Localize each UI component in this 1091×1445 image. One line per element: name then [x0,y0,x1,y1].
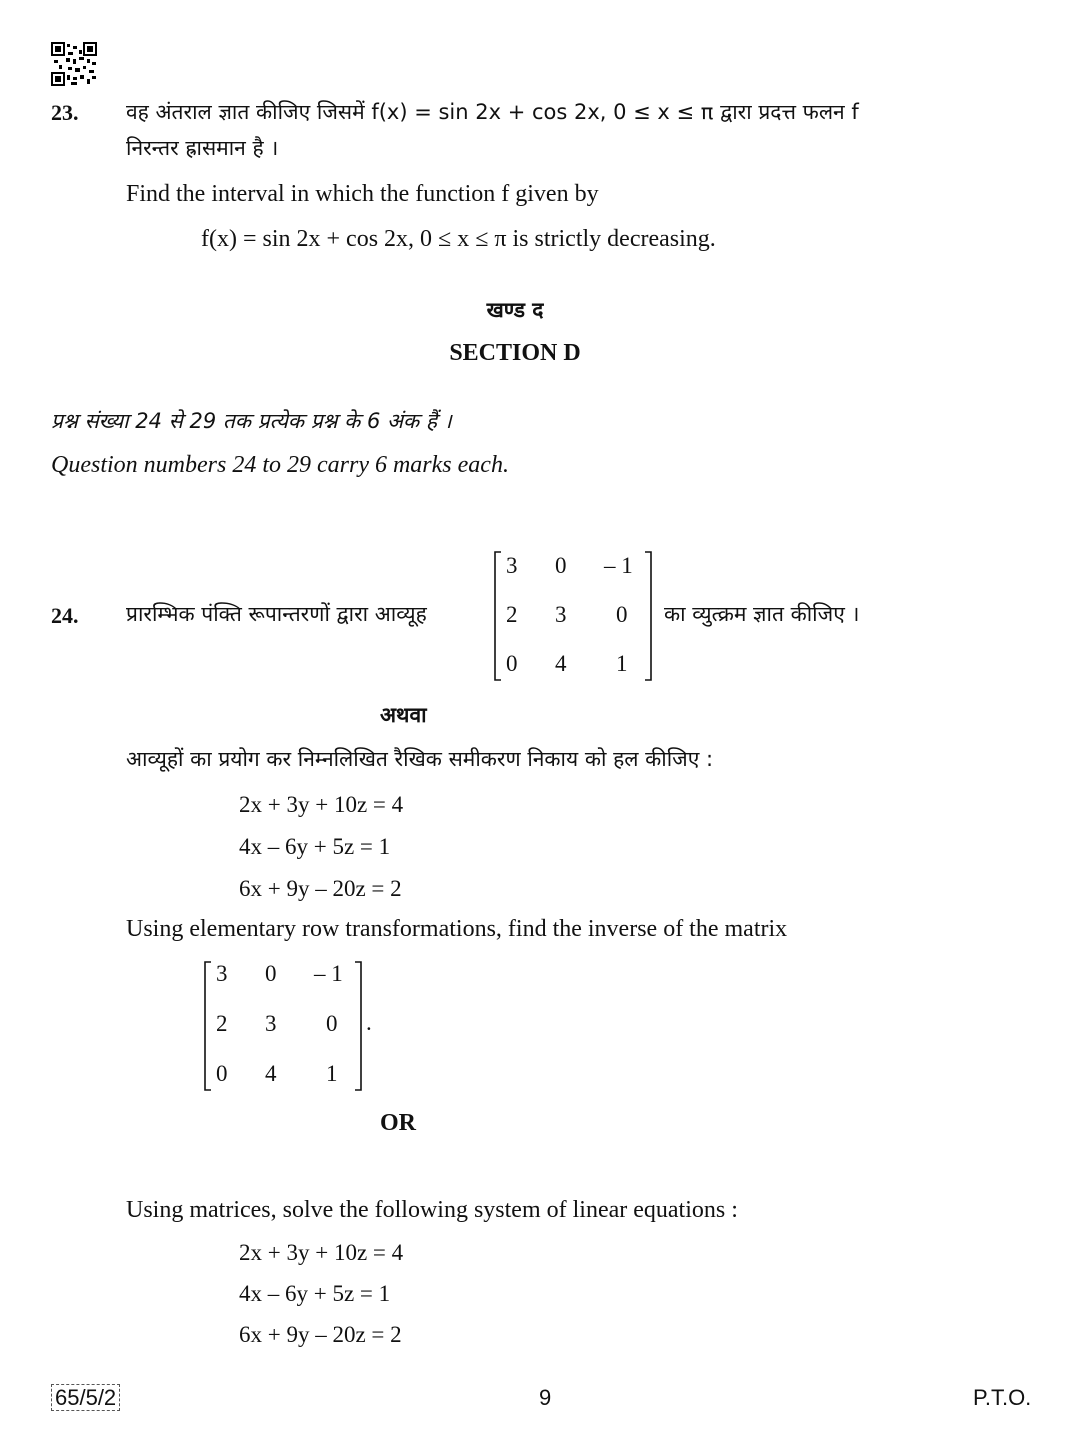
q24-english-or: OR [380,1110,416,1136]
qr-code [51,42,97,86]
section-title-english: SECTION D [449,340,581,366]
matrix-cell: 1 [616,651,628,676]
matrix-cell: 3 [216,961,228,986]
equation: 6x + 9y – 20z = 2 [239,876,402,901]
matrix-cell: – 1 [314,961,343,986]
equation: 4x – 6y + 5z = 1 [239,1281,391,1306]
q24-matrix-english [202,958,364,1094]
matrix-cell: 0 [555,553,567,578]
equation: 4x – 6y + 5z = 1 [239,834,391,859]
matrix-period: . [366,1010,372,1035]
q24-english-main: Using elementary row transformations, find the inverse of the matrix [126,916,788,942]
matrix-cell: 3 [265,1011,277,1036]
q23-english-line1: Find the interval in which the function f given by [126,181,599,207]
matrix-cell: 3 [555,602,567,627]
equation: 2x + 3y + 10z = 4 [239,1240,404,1265]
page-number: 9 [539,1385,552,1410]
matrix-cell: 1 [326,1061,338,1086]
section-title-hindi: खण्ड द [486,298,544,322]
question-number-23: 23. [51,100,79,125]
matrix-cell: 0 [216,1061,228,1086]
matrix-cell: – 1 [604,553,633,578]
matrix-cell: 2 [216,1011,228,1036]
matrix-cell: 4 [265,1061,277,1086]
equation: 6x + 9y – 20z = 2 [239,1322,402,1347]
q23-english-line2: f(x) = sin 2x + cos 2x, 0 ≤ x ≤ π is strictly decreasing. [201,226,716,252]
q24-english-alternative: Using matrices, solve the following system of linear equations : [126,1197,738,1223]
q24-hindi-after-matrix: का व्युत्क्रम ज्ञात कीजिए । [664,602,860,626]
question-number-24: 24. [51,603,79,628]
paper-code [51,1385,120,1411]
matrix-cell: 2 [506,602,518,627]
q24-matrix-hindi [492,548,654,684]
please-turn-over: P.T.O. [973,1385,1032,1410]
matrix-cell: 4 [555,651,567,676]
q24-hindi-alternative: आव्यूहों का प्रयोग कर निम्नलिखित रैखिक समीकरण निकाय को हल कीजिए : [126,747,714,771]
matrix-cell: 0 [265,961,277,986]
q23-hindi-line2: निरन्तर ह्रासमान है । [126,136,279,160]
matrix-cell: 0 [616,602,628,627]
section-instruction-hindi: प्रश्न संख्या 24 से 29 तक प्रत्येक प्रश्न के 6 अंक हैं । [51,409,452,433]
paper-code-label: 65/5/2 [51,1384,120,1411]
equation: 2x + 3y + 10z = 4 [239,792,404,817]
q24-hindi-before-matrix: प्रारम्भिक पंक्ति रूपान्तरणों द्वारा आव्यूह [126,602,427,626]
matrix-cell: 3 [506,553,518,578]
q24-hindi-or: अथवा [380,703,427,727]
section-instruction-english: Question numbers 24 to 29 carry 6 marks each. [51,452,509,478]
matrix-cell: 0 [326,1011,338,1036]
matrix-cell: 0 [506,651,518,676]
q23-hindi-line1: वह अंतराल ज्ञात कीजिए जिसमें f(x) = sin 2x + cos 2x, 0 ≤ x ≤ π द्वारा प्रदत्त फलन f [126,100,859,124]
